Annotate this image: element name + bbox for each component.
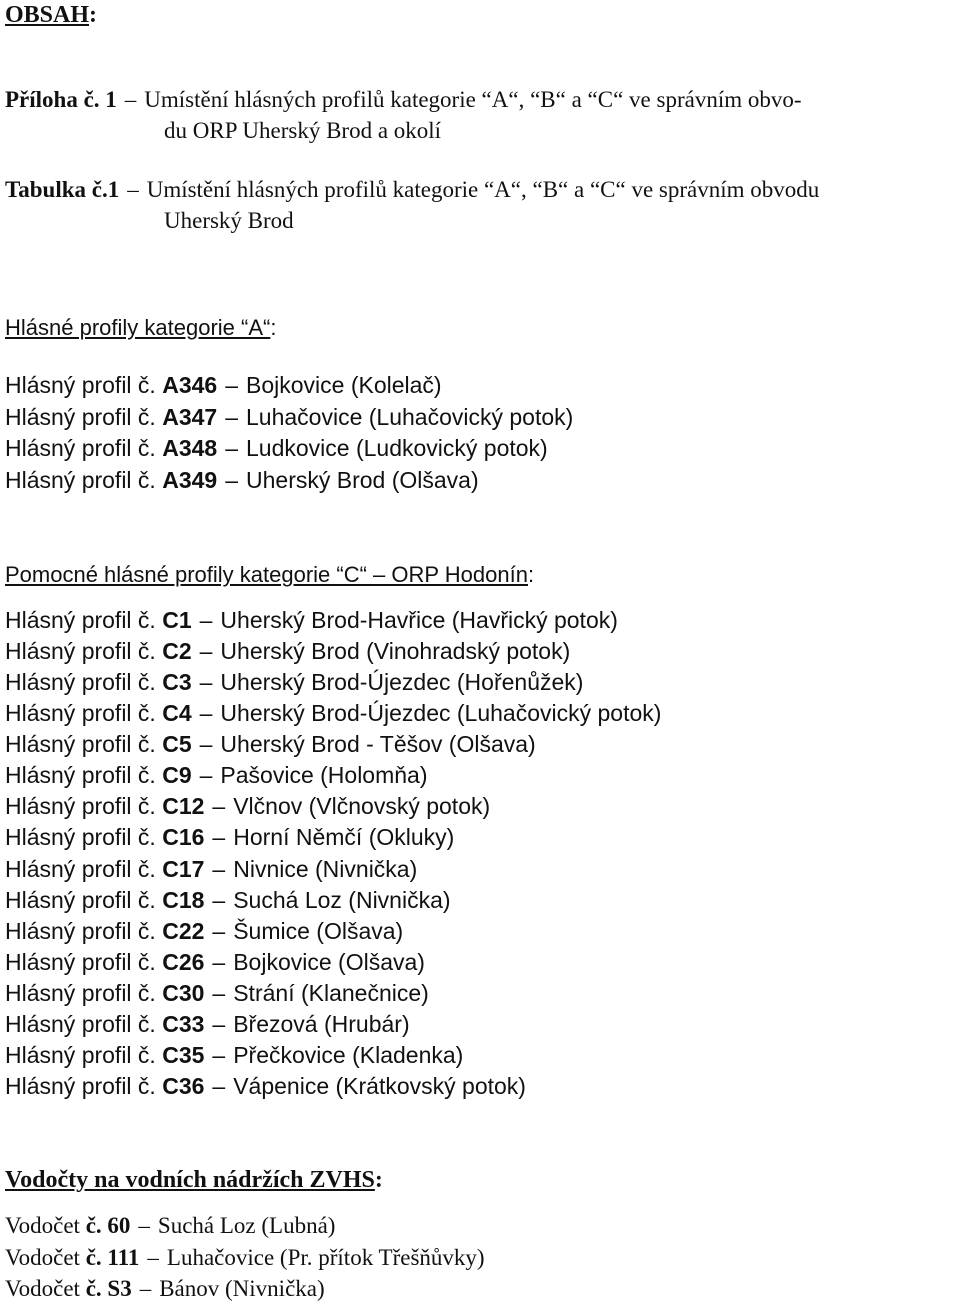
item-dash: –	[199, 607, 213, 633]
item-prefix: Hlásný profil č.	[5, 824, 156, 851]
section-c-item	[5, 729, 536, 759]
item-name: Březová (Hrubár)	[233, 1010, 410, 1037]
item-dash: –	[212, 1010, 226, 1037]
section-c-item	[5, 885, 451, 915]
item-prefix: Hlásný profil č.	[5, 669, 156, 696]
item-dash: –	[199, 762, 213, 789]
item-name: Uherský Brod-Újezdec (Hořenůžek)	[220, 669, 584, 696]
section-c-item	[5, 978, 429, 1008]
item-code: C1	[162, 607, 192, 633]
item-prefix: Hlásný profil č.	[5, 1010, 156, 1037]
section-v-item	[5, 1211, 335, 1241]
item-code: C26	[162, 948, 205, 975]
item-dash: –	[147, 1244, 159, 1270]
item-code: C12	[162, 793, 205, 820]
item-code: 111	[107, 1244, 140, 1270]
item-name: Vlčnov (Vlčnovský potok)	[233, 793, 491, 820]
item-prefix: Vodočet	[5, 1276, 80, 1301]
section-a-heading: Hlásné profily kategorie “A“	[5, 315, 271, 340]
section-a-item	[5, 402, 573, 432]
item-name: Luhačovice (Pr. přítok Třešňůvky)	[166, 1244, 485, 1270]
appendix-line-2	[164, 116, 441, 146]
item-code: A348	[162, 435, 218, 461]
section-c-item	[5, 916, 403, 946]
item-prefix: Hlásný profil č.	[5, 700, 156, 727]
item-code: C5	[162, 731, 192, 758]
item-dash: –	[212, 917, 226, 944]
contents-title-line	[5, 0, 97, 30]
item-prefix: Hlásný profil č.	[5, 1041, 156, 1068]
item-prefix: Hlásný profil č.	[5, 855, 156, 882]
section-c-item	[5, 605, 618, 635]
item-prefix: Vodočet	[5, 1244, 80, 1270]
item-dash: –	[225, 403, 238, 430]
item-code: A347	[162, 403, 218, 430]
item-prefix: Hlásný profil č.	[5, 607, 156, 633]
item-name: Vápenice (Krátkovský potok)	[233, 1073, 526, 1100]
appendix-dash: –	[124, 87, 137, 112]
section-v-heading: Vodočty na vodních nádržích ZVHS	[5, 1167, 375, 1193]
section-c-heading-line	[5, 560, 534, 590]
item-code: 60	[107, 1213, 131, 1238]
section-a-item	[5, 370, 442, 400]
item-name: Horní Němčí (Okluky)	[233, 824, 455, 851]
item-dash: –	[225, 435, 238, 461]
section-c-item	[5, 791, 490, 821]
item-name: Šumice (Olšava)	[233, 917, 404, 944]
item-prefix: Hlásný profil č.	[5, 886, 156, 913]
item-code: S3	[107, 1276, 132, 1301]
section-c-item	[5, 1040, 463, 1070]
item-code: C9	[162, 762, 192, 789]
item-dash: –	[199, 638, 213, 665]
item-code: C36	[162, 1073, 205, 1100]
item-dash: –	[138, 1213, 150, 1238]
item-prefix: Hlásný profil č.	[5, 466, 156, 493]
item-code: C17	[162, 855, 205, 882]
item-name: Ludkovice (Ludkovický potok)	[246, 435, 548, 461]
item-code: A349	[162, 466, 218, 493]
item-prefix: Hlásný profil č.	[5, 638, 156, 665]
section-c-heading: Pomocné hlásné profily kategorie “C“ – ORP Hodonín	[5, 562, 528, 587]
item-dash: –	[199, 731, 213, 758]
item-dash: –	[212, 948, 226, 975]
item-prefix-number-label: č.	[85, 1244, 102, 1270]
item-prefix: Hlásný profil č.	[5, 979, 156, 1006]
item-dash: –	[199, 700, 213, 727]
item-prefix: Hlásný profil č.	[5, 435, 156, 461]
table-line-2	[164, 206, 294, 236]
section-a-heading-line	[5, 313, 276, 343]
item-dash: –	[212, 979, 226, 1006]
section-c-item	[5, 1071, 526, 1101]
section-c-item	[5, 822, 454, 852]
section-a-item	[5, 433, 548, 463]
item-code: C35	[162, 1041, 205, 1068]
item-name: Suchá Loz (Lubná)	[157, 1213, 336, 1238]
item-dash: –	[139, 1276, 152, 1301]
item-prefix-number-label: č.	[85, 1213, 102, 1238]
table-text-2: Uherský Brod	[164, 208, 294, 233]
item-prefix-number-label: č.	[85, 1276, 102, 1301]
section-v-item	[5, 1243, 485, 1273]
item-code: C3	[162, 669, 192, 696]
item-prefix: Hlásný profil č.	[5, 1073, 156, 1100]
item-code: C16	[162, 824, 205, 851]
item-dash: –	[199, 669, 213, 696]
appendix-line-1	[5, 85, 802, 115]
item-prefix: Hlásný profil č.	[5, 762, 156, 789]
section-c-item	[5, 1009, 410, 1039]
item-name: Uherský Brod - Těšov (Olšava)	[220, 731, 536, 758]
item-dash: –	[212, 855, 226, 882]
section-c-item	[5, 947, 425, 977]
section-c-item	[5, 667, 583, 697]
item-dash: –	[212, 1041, 226, 1068]
item-prefix: Hlásný profil č.	[5, 793, 156, 820]
table-label: Tabulka č.1	[5, 177, 120, 202]
item-name: Uherský Brod-Havřice (Havřický potok)	[220, 607, 618, 633]
section-a-heading-colon: :	[270, 315, 277, 340]
item-dash: –	[225, 372, 238, 398]
item-name: Uherský Brod-Újezdec (Luhačovický potok)	[220, 700, 662, 727]
contents-title-colon: :	[89, 2, 98, 28]
item-dash: –	[212, 824, 226, 851]
item-dash: –	[212, 886, 226, 913]
item-name: Uherský Brod (Vinohradský potok)	[220, 638, 571, 665]
appendix-label: Příloha č. 1	[5, 87, 117, 112]
item-code: C22	[162, 917, 205, 944]
item-code: C33	[162, 1010, 205, 1037]
item-dash: –	[212, 793, 226, 820]
item-name: Bojkovice (Olšava)	[233, 948, 425, 975]
item-prefix: Hlásný profil č.	[5, 403, 156, 430]
section-v-heading-line	[5, 1165, 383, 1195]
item-name: Bojkovice (Kolelač)	[246, 372, 442, 398]
item-name: Luhačovice (Luhačovický potok)	[246, 403, 574, 430]
item-code: A346	[162, 372, 218, 398]
item-name: Strání (Klanečnice)	[233, 979, 429, 1006]
item-name: Přečkovice (Kladenka)	[233, 1041, 464, 1068]
section-v-heading-colon: :	[374, 1167, 383, 1193]
item-dash: –	[212, 1073, 226, 1100]
item-prefix: Hlásný profil č.	[5, 731, 156, 758]
item-prefix: Hlásný profil č.	[5, 948, 156, 975]
section-c-item	[5, 698, 661, 728]
item-prefix: Hlásný profil č.	[5, 917, 156, 944]
item-code: C2	[162, 638, 192, 665]
item-name: Uherský Brod (Olšava)	[246, 466, 479, 493]
item-dash: –	[225, 466, 238, 493]
contents-title: OBSAH	[5, 2, 90, 28]
item-prefix: Hlásný profil č.	[5, 372, 156, 398]
item-prefix: Vodočet	[5, 1213, 80, 1238]
item-name: Nivnice (Nivnička)	[233, 855, 418, 882]
section-c-item	[5, 854, 417, 884]
table-text-1: Umístění hlásných profilů kategorie “A“, “B“ a “C“ ve správním obvodu	[146, 177, 820, 202]
item-name: Suchá Loz (Nivnička)	[233, 886, 451, 913]
table-line-1	[5, 175, 819, 205]
item-code: C4	[162, 700, 192, 727]
item-code: C18	[162, 886, 205, 913]
section-a-item	[5, 465, 479, 495]
appendix-text-1: Umístění hlásných profilů kategorie “A“, “B“ a “C“ ve správním obvo-	[144, 87, 802, 112]
item-name: Pašovice (Holomňa)	[220, 762, 428, 789]
item-name: Bánov (Nivnička)	[159, 1276, 325, 1301]
item-code: C30	[162, 979, 205, 1006]
section-c-item	[5, 636, 570, 666]
section-c-heading-colon: :	[527, 562, 535, 587]
section-v-item	[5, 1274, 325, 1304]
section-c-item	[5, 760, 428, 790]
table-dash: –	[127, 177, 139, 202]
appendix-text-2: du ORP Uherský Brod a okolí	[164, 118, 442, 143]
